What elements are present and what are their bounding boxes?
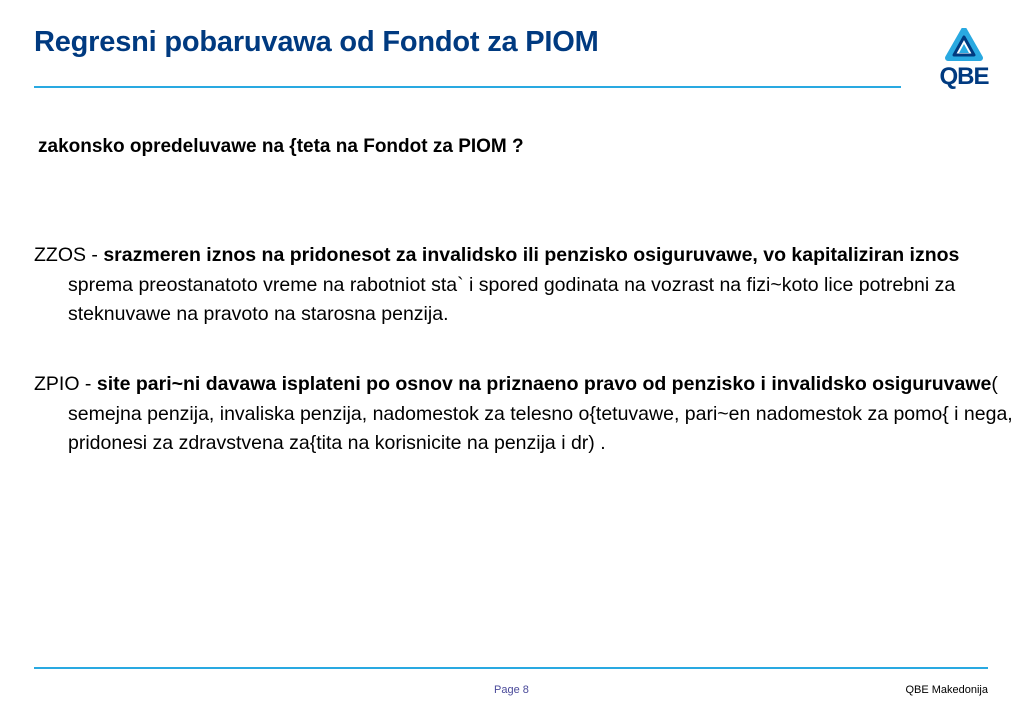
- slide-subtitle: zakonsko opredeluvawe na {teta na Fondot za PIOM ?: [38, 136, 524, 157]
- zpio-text: ( semejna penzija, invaliska penzija, nadomestok za telesno o{tetuvawe, pari~en nadomestok za pomo{ i nega, pridonesi za zdravstvena za{tita na korisnicite na penzija i dr) .: [68, 373, 1013, 454]
- zzos-text: sprema preostanatoto vreme na rabotniot sta` i spored godinata na vozrast na fizi~koto lice potrebni za steknuvawe na pravoto na starosna penzija.: [68, 273, 956, 325]
- page-number: Page 8: [494, 684, 529, 696]
- zpio-paragraph: [34, 370, 1023, 459]
- zpio-bold-text: site pari~ni davawa isplateni po osnov na priznaeno pravo od penzisko i invalidsko osiguruvawe: [96, 373, 992, 395]
- footer-divider: [34, 667, 988, 669]
- zpio-prefix: ZPIO -: [34, 373, 97, 395]
- title-divider: [34, 86, 901, 88]
- qbe-triangle-logo-icon: [936, 28, 992, 64]
- zzos-paragraph: [34, 241, 1023, 330]
- footer-company-name: QBE Makedonija: [905, 684, 988, 696]
- slide-title: Regresni pobaruvawa od Fondot za PIOM: [34, 26, 599, 58]
- logo-wordmark: QBE: [939, 63, 989, 90]
- qbe-logo: [936, 28, 992, 94]
- zzos-bold-text: srazmeren iznos na pridonesot za invalidsko ili penzisko osiguruvawe, vo kapitaliziran iznos: [103, 244, 960, 266]
- zzos-prefix: ZZOS -: [34, 244, 104, 266]
